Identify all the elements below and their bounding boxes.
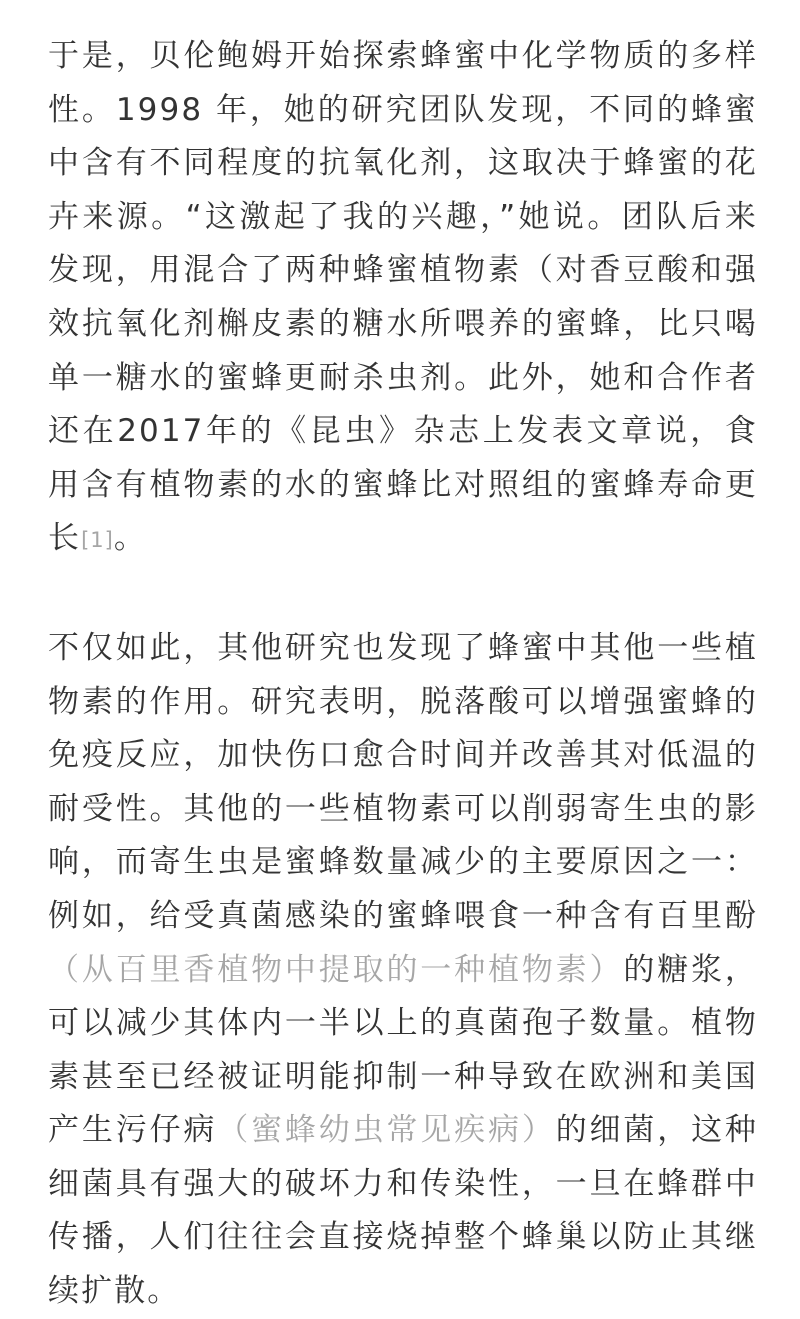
paragraph-2-text-a: 不仅如此，其他研究也发现了蜂蜜中其他一些植物素的作用。研究表明，脱落酸可以增强蜜蜂的免疫反应，加快伤口愈合时间并改善其对低温的耐受性。其他的一些植物素可以削弱寄生虫的影响，而寄生虫是蜜蜂数量减少的主要原因之一：例如，给受真菌感染的蜜蜂喂食一种含有百里酚 [48, 629, 758, 934]
reference-marker[interactable]: [1] [81, 528, 114, 553]
paragraph-2-text-b: 的糖浆，可以减少其体内一半以上的真菌孢子数量。植物素甚至已经被证明能抑制一种导致在欧洲和美国产生污仔病 [48, 951, 758, 1149]
paragraph-1-end: 。 [113, 520, 147, 557]
paragraph-2 [48, 622, 758, 1319]
paragraph-1 [48, 30, 758, 568]
thymol-note: （从百里香植物中提取的一种植物素） [48, 951, 624, 988]
paragraph-1-text: 于是，贝伦鲍姆开始探索蜂蜜中化学物质的多样性。1998 年，她的研究团队发现，不同的蜂蜜中含有不同程度的抗氧化剂，这取决于蜂蜜的花卉来源。“这激起了我的兴趣，”她说。团队后来发现，用混合了两种蜂蜜植物素（对香豆酸和强效抗氧化剂槲皮素的糖水所喂养的蜜蜂，比只喝单一糖水的蜜蜂更耐杀虫剂。此外，她和合作者还在2017年的《昆虫》杂志上发表文章说，食用含有植物素的水的蜜蜂比对照组的蜜蜂寿命更长 [48, 38, 758, 557]
paragraph-2-text-c: 的细菌，这种细菌具有强大的破坏力和传染性，一旦在蜂群中传播，人们往往会直接烧掉整个蜂巢以防止其继续扩散。 [48, 1112, 759, 1310]
article-body [48, 30, 758, 1319]
disease-note: （蜜蜂幼虫常见疾病） [217, 1112, 556, 1149]
